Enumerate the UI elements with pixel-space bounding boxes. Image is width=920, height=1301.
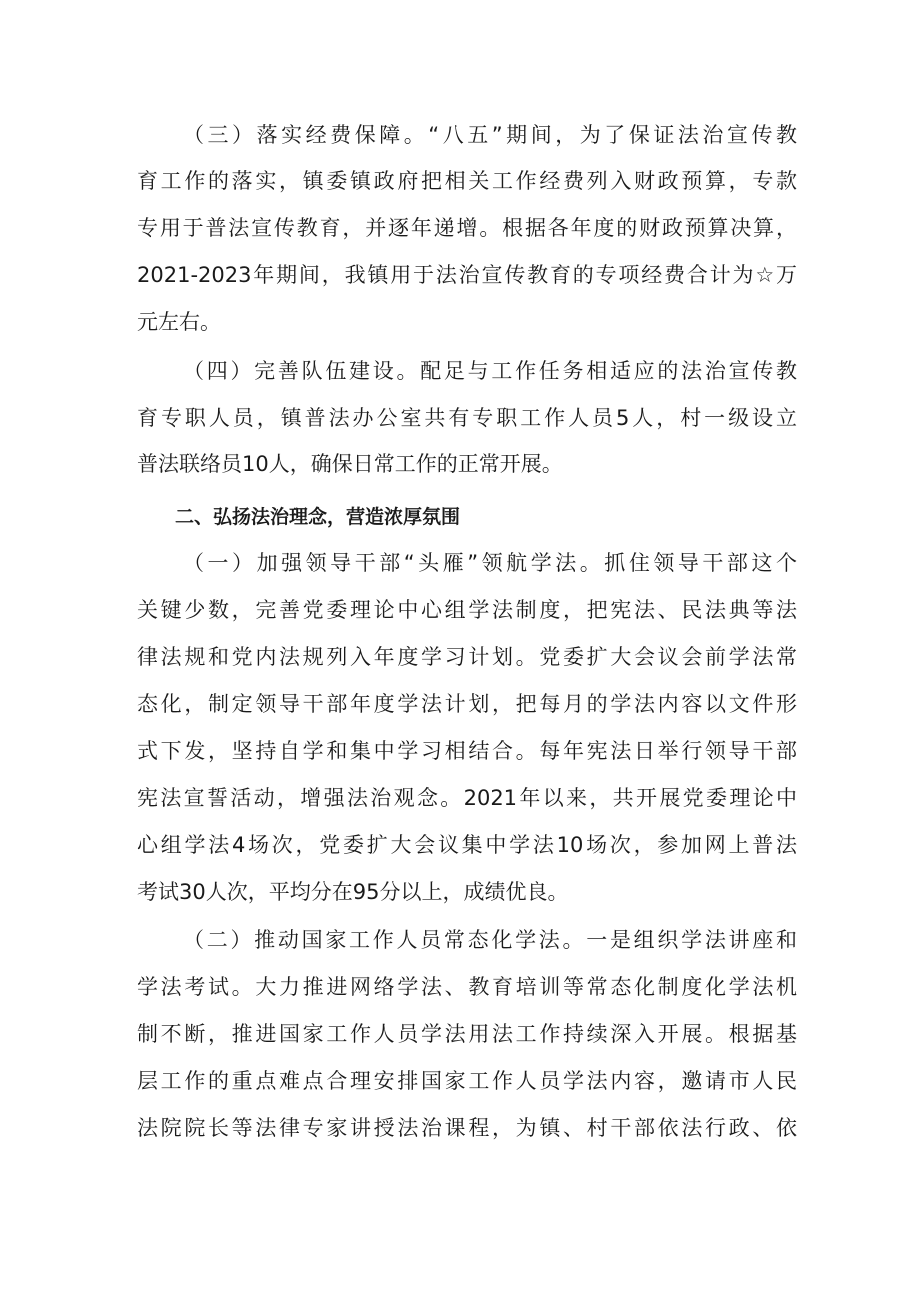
part2-item1-line-7: 心组学法4场次，党委扩大会议集中学法10场次，参加网上普法 bbox=[137, 833, 797, 857]
part2-item2-line-5: 法院院长等法律专家讲授法治课程，为镇、村干部依法行政、依 bbox=[137, 1116, 797, 1140]
part2-item1-line-3: 律法规和党内法规列入年度学习计划。党委扩大会议会前学法常 bbox=[137, 645, 797, 669]
section3-line-3: 专用于普法宣传教育，并逐年递增。根据各年度的财政预算决算， bbox=[137, 216, 797, 240]
part2-item2-line-3: 制不断，推进国家工作人员学法用法工作持续深入开展。根据基 bbox=[137, 1022, 797, 1046]
section3-line-2: 育工作的落实，镇委镇政府把相关工作经费列入财政预算，专款 bbox=[137, 169, 797, 193]
part2-item1-line-1: （一）加强领导干部“头雁”领航学法。抓住领导干部这个 bbox=[183, 551, 797, 575]
section4-line-1: （四）完善队伍建设。配足与工作任务相适应的法治宣传教 bbox=[183, 359, 797, 383]
section3-line-1: （三）落实经费保障。“八五”期间，为了保证法治宣传教 bbox=[183, 123, 797, 147]
part2-item1-line-6: 宪法宣誓活动，增强法治观念。2021年以来，共开展党委理论中 bbox=[137, 786, 797, 810]
part2-item1-line-5: 式下发，坚持自学和集中学习相结合。每年宪法日举行领导干部 bbox=[137, 739, 797, 763]
part2-item2-line-4: 层工作的重点难点合理安排国家工作人员学法内容，邀请市人民 bbox=[137, 1069, 797, 1093]
part2-item1-line-8: 考试30人次，平均分在95分以上，成绩优良。 bbox=[137, 880, 569, 904]
part2-item1-line-4: 态化，制定领导干部年度学法计划，把每月的学法内容以文件形 bbox=[137, 692, 797, 716]
section3-line-4: 2021-2023年期间，我镇用于法治宣传教育的专项经费合计为☆万 bbox=[137, 263, 797, 287]
section-heading-2: 二、弘扬法治理念，营造浓厚氛围 bbox=[175, 507, 461, 528]
part2-item2-line-2: 学法考试。大力推进网络学法、教育培训等常态化制度化学法机 bbox=[137, 975, 797, 999]
section3-line-5: 元左右。 bbox=[137, 310, 221, 334]
part2-item2-line-1: （二）推动国家工作人员常态化学法。一是组织学法讲座和 bbox=[183, 928, 797, 952]
part2-item1-line-2: 关键少数，完善党委理论中心组学法制度，把宪法、民法典等法 bbox=[137, 598, 797, 622]
section4-line-2: 育专职人员，镇普法办公室共有专职工作人员5人，村一级设立 bbox=[137, 406, 797, 430]
section4-line-3: 普法联络员10人，确保日常工作的正常开展。 bbox=[137, 452, 563, 476]
